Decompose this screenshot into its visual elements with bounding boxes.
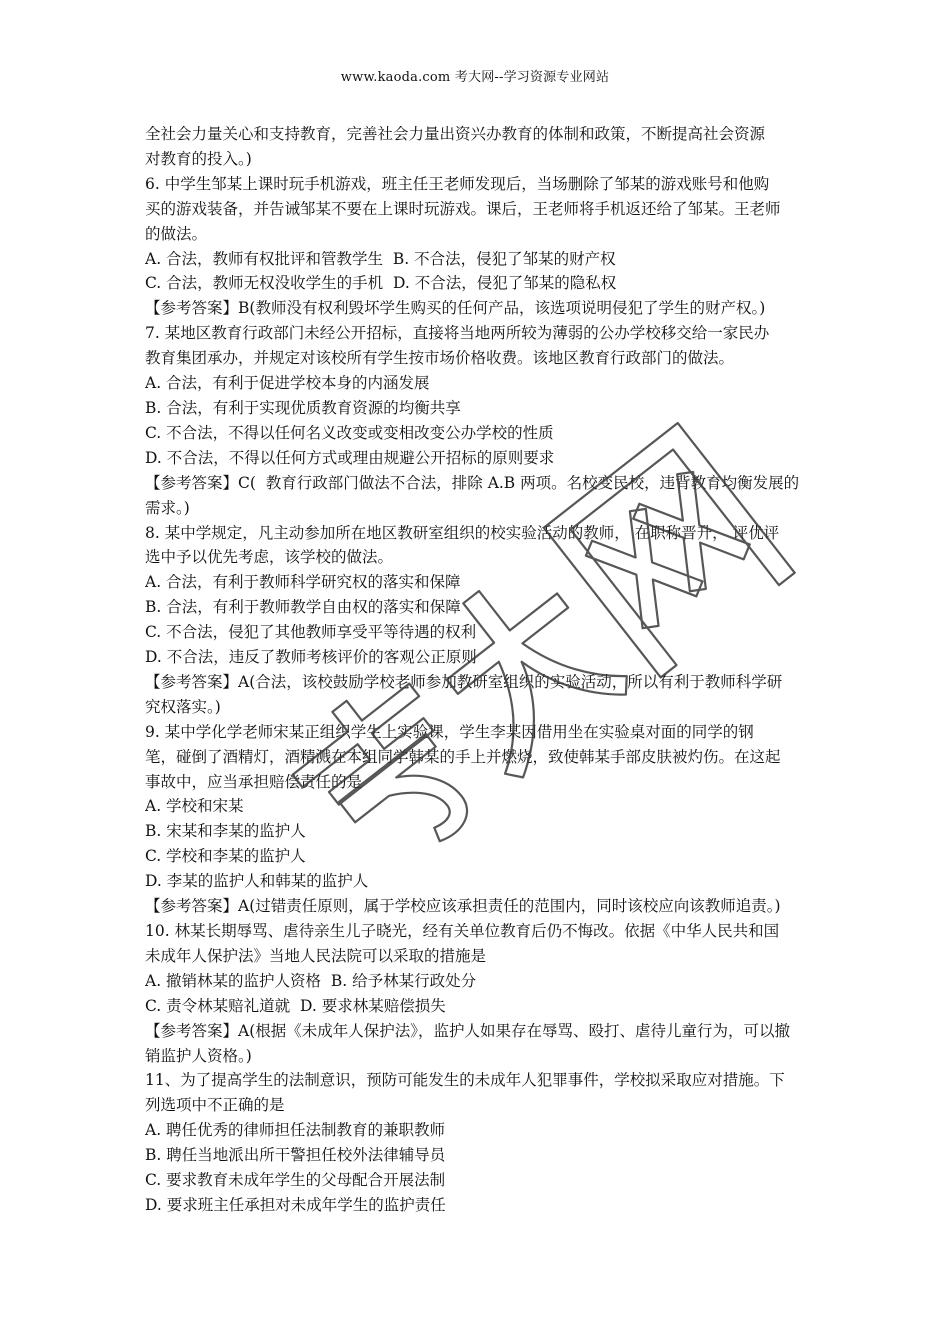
text-line: 7. 某地区教育行政部门未经公开招标，直接将当地两所较为薄弱的公办学校移交给一家民办 <box>145 324 770 343</box>
text-line: 8. 某中学规定，凡主动参加所在地区教研室组织的校实验活动的教师， 在职称晋升， 评优评 <box>145 523 780 542</box>
text-line: D. 不合法，违反了教师考核评价的客观公正原则 <box>145 648 477 667</box>
text-line: 11、为了提高学生的法制意识，预防可能发生的未成年人犯罪事件，学校拟采取应对措施。下 <box>145 1071 785 1090</box>
document-body <box>145 122 813 1218</box>
text-line: 列选项中不正确的是 <box>145 1096 285 1115</box>
text-line: A. 合法，有利于促进学校本身的内涵发展 <box>145 374 430 393</box>
text-line: 选中予以优先考虑，该学校的做法。 <box>145 548 394 567</box>
text-line: D. 要求班主任承担对未成年学生的监护责任 <box>145 1195 446 1214</box>
text-line: A. 聘任优秀的律师担任法制教育的兼职教师 <box>145 1121 446 1140</box>
text-line: A. 合法，有利于教师科学研究权的落实和保障 <box>145 573 461 592</box>
text-line: C. 合法，教师无权没收学生的手机 D. 不合法，侵犯了邹某的隐私权 <box>145 274 617 293</box>
text-line: 事故中，应当承担赔偿责任的是 <box>145 772 363 791</box>
text-line: 究权落实。) <box>145 697 221 716</box>
text-line: 10. 林某长期辱骂、虐待亲生儿子晓光，经有关单位教育后仍不悔改。依据《中华人民共和国 <box>145 922 780 940</box>
text-line: A. 学校和宋某 <box>145 797 244 816</box>
text-line: C. 不合法，侵犯了其他教师享受平等待遇的权利 <box>145 623 477 642</box>
text-line: C. 不合法，不得以任何名义改变或变相改变公办学校的性质 <box>145 423 554 442</box>
text-line: C. 学校和李某的监护人 <box>145 847 306 866</box>
text-line: 9. 某中学化学老师宋某正组织学生上实验课，学生李某因借用坐在实验桌对面的同学的钢 <box>145 722 754 741</box>
text-line: C. 责令林某赔礼道就 D. 要求林某赔偿损失 <box>145 996 446 1015</box>
text-line: B. 合法，有利于教师教学自由权的落实和保障 <box>145 598 461 617</box>
text-line: B. 合法，有利于实现优质教育资源的均衡共享 <box>145 398 461 417</box>
text-line: 【参考答案】C( 教育行政部门做法不合法，排除 A.B 两项。名校变民校，违背教育均衡发展的 <box>145 473 800 492</box>
text-line: 【参考答案】A(根据《未成年人保护法》，监护人如果存在辱骂、殴打、虐待儿童行为，可以撤 <box>145 1021 790 1040</box>
text-line: C. 要求教育未成年学生的父母配合开展法制 <box>145 1171 446 1190</box>
text-line: A. 合法，教师有权批评和管教学生 B. 不合法，侵犯了邹某的财产权 <box>145 249 616 268</box>
text-line: 【参考答案】A(过错责任原则，属于学校应该承担责任的范围内，同时该校应向该教师追责。) <box>145 897 781 916</box>
text-line: B. 聘任当地派出所干警担任校外法律辅导员 <box>145 1146 446 1165</box>
text-line: D. 不合法，不得以任何方式或理由规避公开招标的原则要求 <box>145 448 555 467</box>
text-line: 笔，碰倒了酒精灯，酒精溅在本组同学韩某的手上并燃烧，致使韩某手部皮肤被灼伤。在这起 <box>145 747 781 766</box>
text-line: 需求。) <box>145 498 190 517</box>
text-line: 6. 中学生邹某上课时玩手机游戏，班主任王老师发现后，当场删除了邹某的游戏账号和他购 <box>145 174 770 193</box>
text-line: 全社会力量关心和支持教育，完善社会力量出资兴办教育的体制和政策，不断提高社会资源 <box>145 125 766 143</box>
text-line: 的做法。 <box>145 224 208 243</box>
text-line: B. 宋某和李某的监护人 <box>145 822 306 841</box>
text-line: 对教育的投入。) <box>145 149 252 168</box>
text-line: 买的游戏装备，并告诫邹某不要在上课时玩游戏。课后，王老师将手机返还给了邹某。王老师 <box>145 199 781 218</box>
text-line: 【参考答案】B(教师没有权利毁坏学生购买的任何产品，该选项说明侵犯了学生的财产权。) <box>145 299 766 318</box>
text-line: A. 撤销林某的监护人资格 B. 给予林某行政处分 <box>145 971 477 990</box>
text-line: 未成年人保护法》当地人民法院可以采取的措施是 <box>145 946 487 965</box>
text-line: D. 李某的监护人和韩某的监护人 <box>145 872 369 891</box>
text-line: 销监护人资格。) <box>145 1046 252 1065</box>
page-header: www.kaoda.com 考大网--学习资源专业网站 <box>340 70 610 85</box>
text-line: 【参考答案】A(合法，该校鼓励学校老师参加教研室组织的实验活动，所以有利于教师科学研 <box>145 672 783 691</box>
text-line: 教育集团承办，并规定对该校所有学生按市场价格收费。该地区教育行政部门的做法。 <box>145 349 735 368</box>
